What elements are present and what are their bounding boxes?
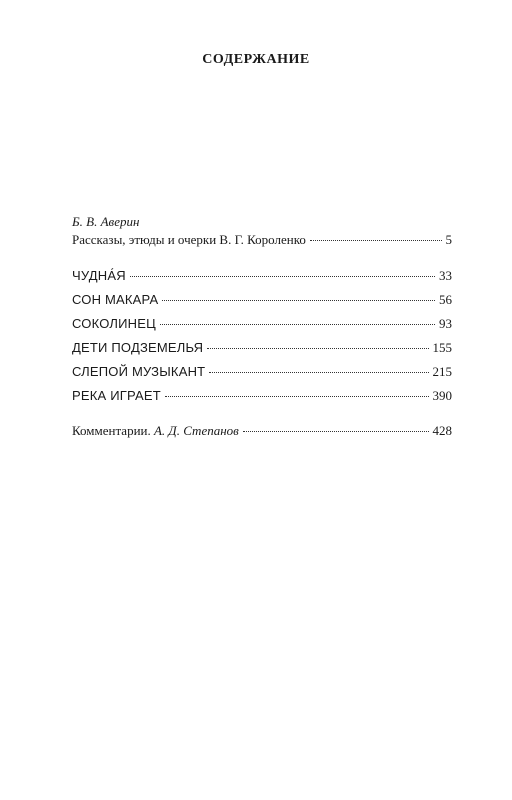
toc-entry-work[interactable] — [72, 364, 452, 382]
toc-entry-page: 93 — [439, 316, 452, 331]
toc-entry-work[interactable] — [72, 340, 452, 358]
commentary-label: Комментарии. — [72, 423, 151, 438]
toc-entry-work[interactable] — [72, 268, 452, 286]
toc-entry-page: 155 — [432, 340, 452, 355]
dot-leader — [160, 324, 435, 325]
dot-leader — [165, 396, 429, 397]
toc-entry-work[interactable] — [72, 388, 452, 406]
toc-entry-page: 5 — [445, 232, 452, 247]
commentary-author: А. Д. Степанов — [153, 423, 239, 438]
toc-entry-label: СЛЕПОЙ МУЗЫКАНТ — [72, 364, 206, 379]
toc-entry-label — [72, 423, 239, 439]
toc-entry-page: 56 — [439, 292, 452, 307]
toc-entry-label: Рассказы, этюды и очерки В. Г. Короленко — [72, 232, 306, 247]
toc-entry-work[interactable] — [72, 316, 452, 334]
toc-entry-label: ДЕТИ ПОДЗЕМЕЛЬЯ — [72, 340, 204, 355]
preface-author: Б. В. Аверин — [72, 214, 140, 229]
toc-entry-page: 215 — [432, 364, 452, 379]
dot-leader — [310, 240, 442, 241]
toc-entry-page: 33 — [439, 268, 452, 283]
toc-entry-commentary[interactable] — [72, 423, 452, 441]
dot-leader — [130, 276, 435, 277]
dot-leader — [243, 431, 429, 432]
toc-entry-label: СОН МАКАРА — [72, 292, 159, 307]
toc-entry-page: 390 — [432, 388, 452, 403]
toc-entry-page: 428 — [432, 423, 452, 438]
toc-entry-work[interactable] — [72, 292, 452, 310]
dot-leader — [207, 348, 428, 349]
toc-entry-label: ЧУДНА́Я — [72, 268, 126, 283]
toc-entry-label: СОКОЛИНЕЦ — [72, 316, 156, 331]
toc-entry-preface[interactable] — [72, 232, 452, 250]
dot-leader — [162, 300, 435, 301]
dot-leader — [209, 372, 428, 373]
toc-entry-label: РЕКА ИГРАЕТ — [72, 388, 161, 403]
page-title: СОДЕРЖАНИЕ — [202, 52, 310, 67]
